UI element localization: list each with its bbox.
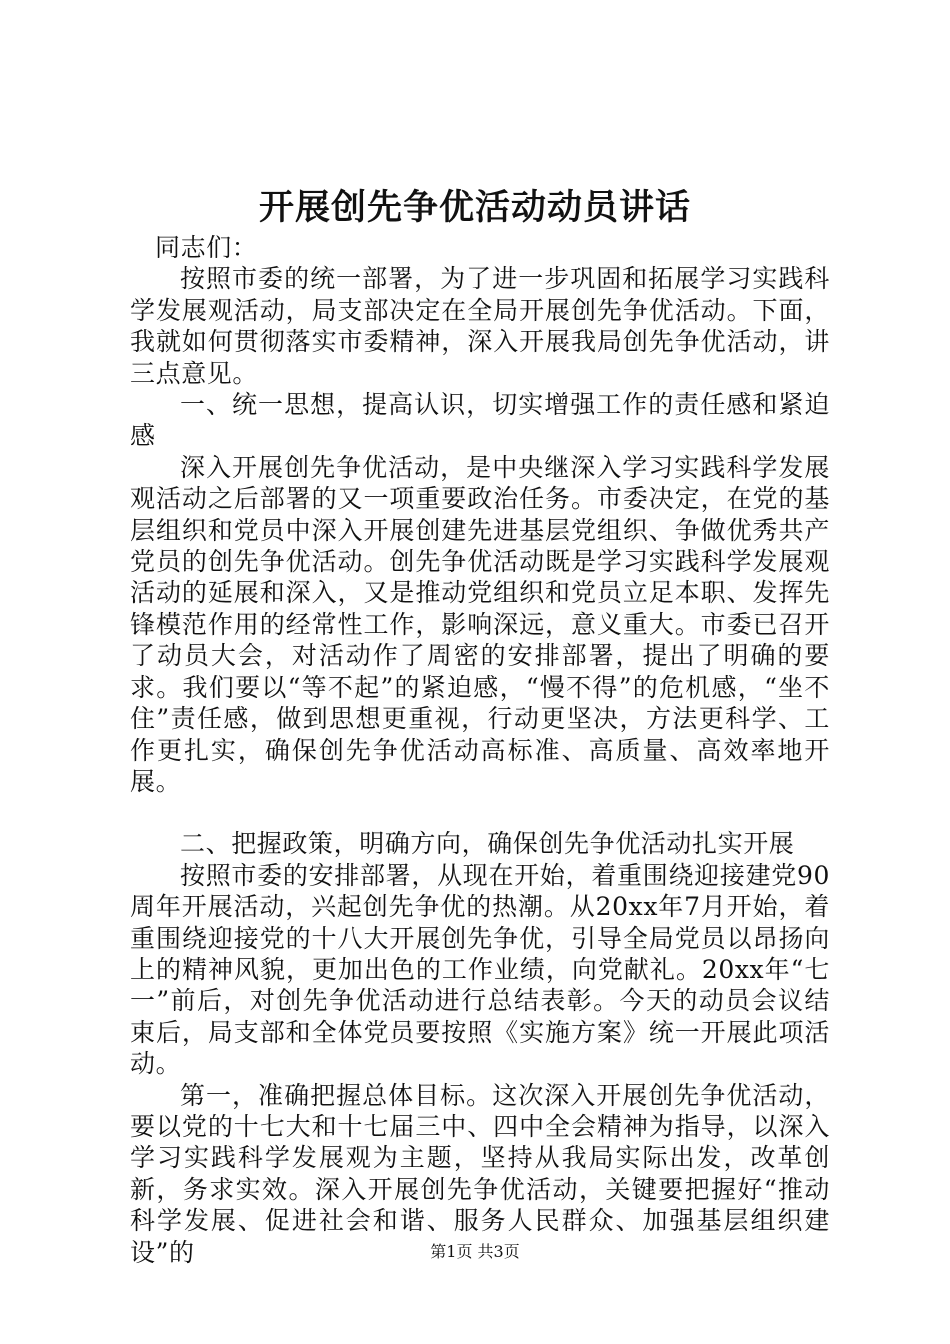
paragraph-first-point: 第一，准确把握总体目标。这次深入开展创先争优活动，要以党的十七大和十七届三中、四中全会精神为指导，以深入学习实践科学发展观为主题，坚持从我局实际出发，改革创新，务求实效。深入开展创先争优活动，关键要把握好“推动科学发展、促进社会和谐、服务人民群众、加强基层组织建设”的 — [130, 1080, 830, 1267]
paragraph-intro: 按照市委的统一部署，为了进一步巩固和拓展学习实践科学发展观活动，局支部决定在全局开展创先争优活动。下面，我就如何贯彻落实市委精神，深入开展我局创先争优活动，讲三点意见。 — [130, 264, 830, 388]
section-heading-2: 二、把握政策，明确方向，确保创先争优活动扎实开展 — [180, 829, 795, 859]
document-title: 开展创先争优活动动员讲话 — [258, 187, 691, 228]
salutation: 同志们： — [155, 233, 258, 262]
section-heading-1: 一、统一思想，提高认识，切实增强工作的责任感和紧迫感 — [130, 390, 830, 451]
document-body — [130, 232, 830, 1268]
paragraph-section-1: 深入开展创先争优活动，是中央继深入学习实践科学发展观活动之后部署的又一项重要政治任务。市委决定，在党的基层组织和党员中深入开展创建先进基层党组织、争做优秀共产党员的创先争优活动。创先争优活动既是学习实践科学发展观活动的延展和深入，又是推动党组织和党员立足本职、发挥先锋模范作用的经常性工作，影响深远，意义重大。市委已召开了动员大会，对活动作了周密的安排部署，提出了明确的要求。我们要以“等不起”的紧迫感，“慢不得”的危机感，“坐不住”责任感，做到思想更重视，行动更坚决，方法更科学、工作更扎实，确保创先争优活动高标准、高质量、高效率地开展。 — [130, 452, 830, 796]
page-footer: 第1页 共3页 — [430, 1242, 520, 1261]
paragraph-section-2: 按照市委的安排部署，从现在开始，着重围绕迎接建党90周年开展活动，兴起创先争优的热潮。从20xx年7月开始，着重围绕迎接党的十八大开展创先争优，引导全局党员以昂扬向上的精神风貌，更加出色的工作业绩，向党献礼。20xx年“七一”前后，对创先争优活动进行总结表彰。今天的动员会议结束后，局支部和全体党员要按照《实施方案》统一开展此项活动。 — [130, 860, 830, 1079]
